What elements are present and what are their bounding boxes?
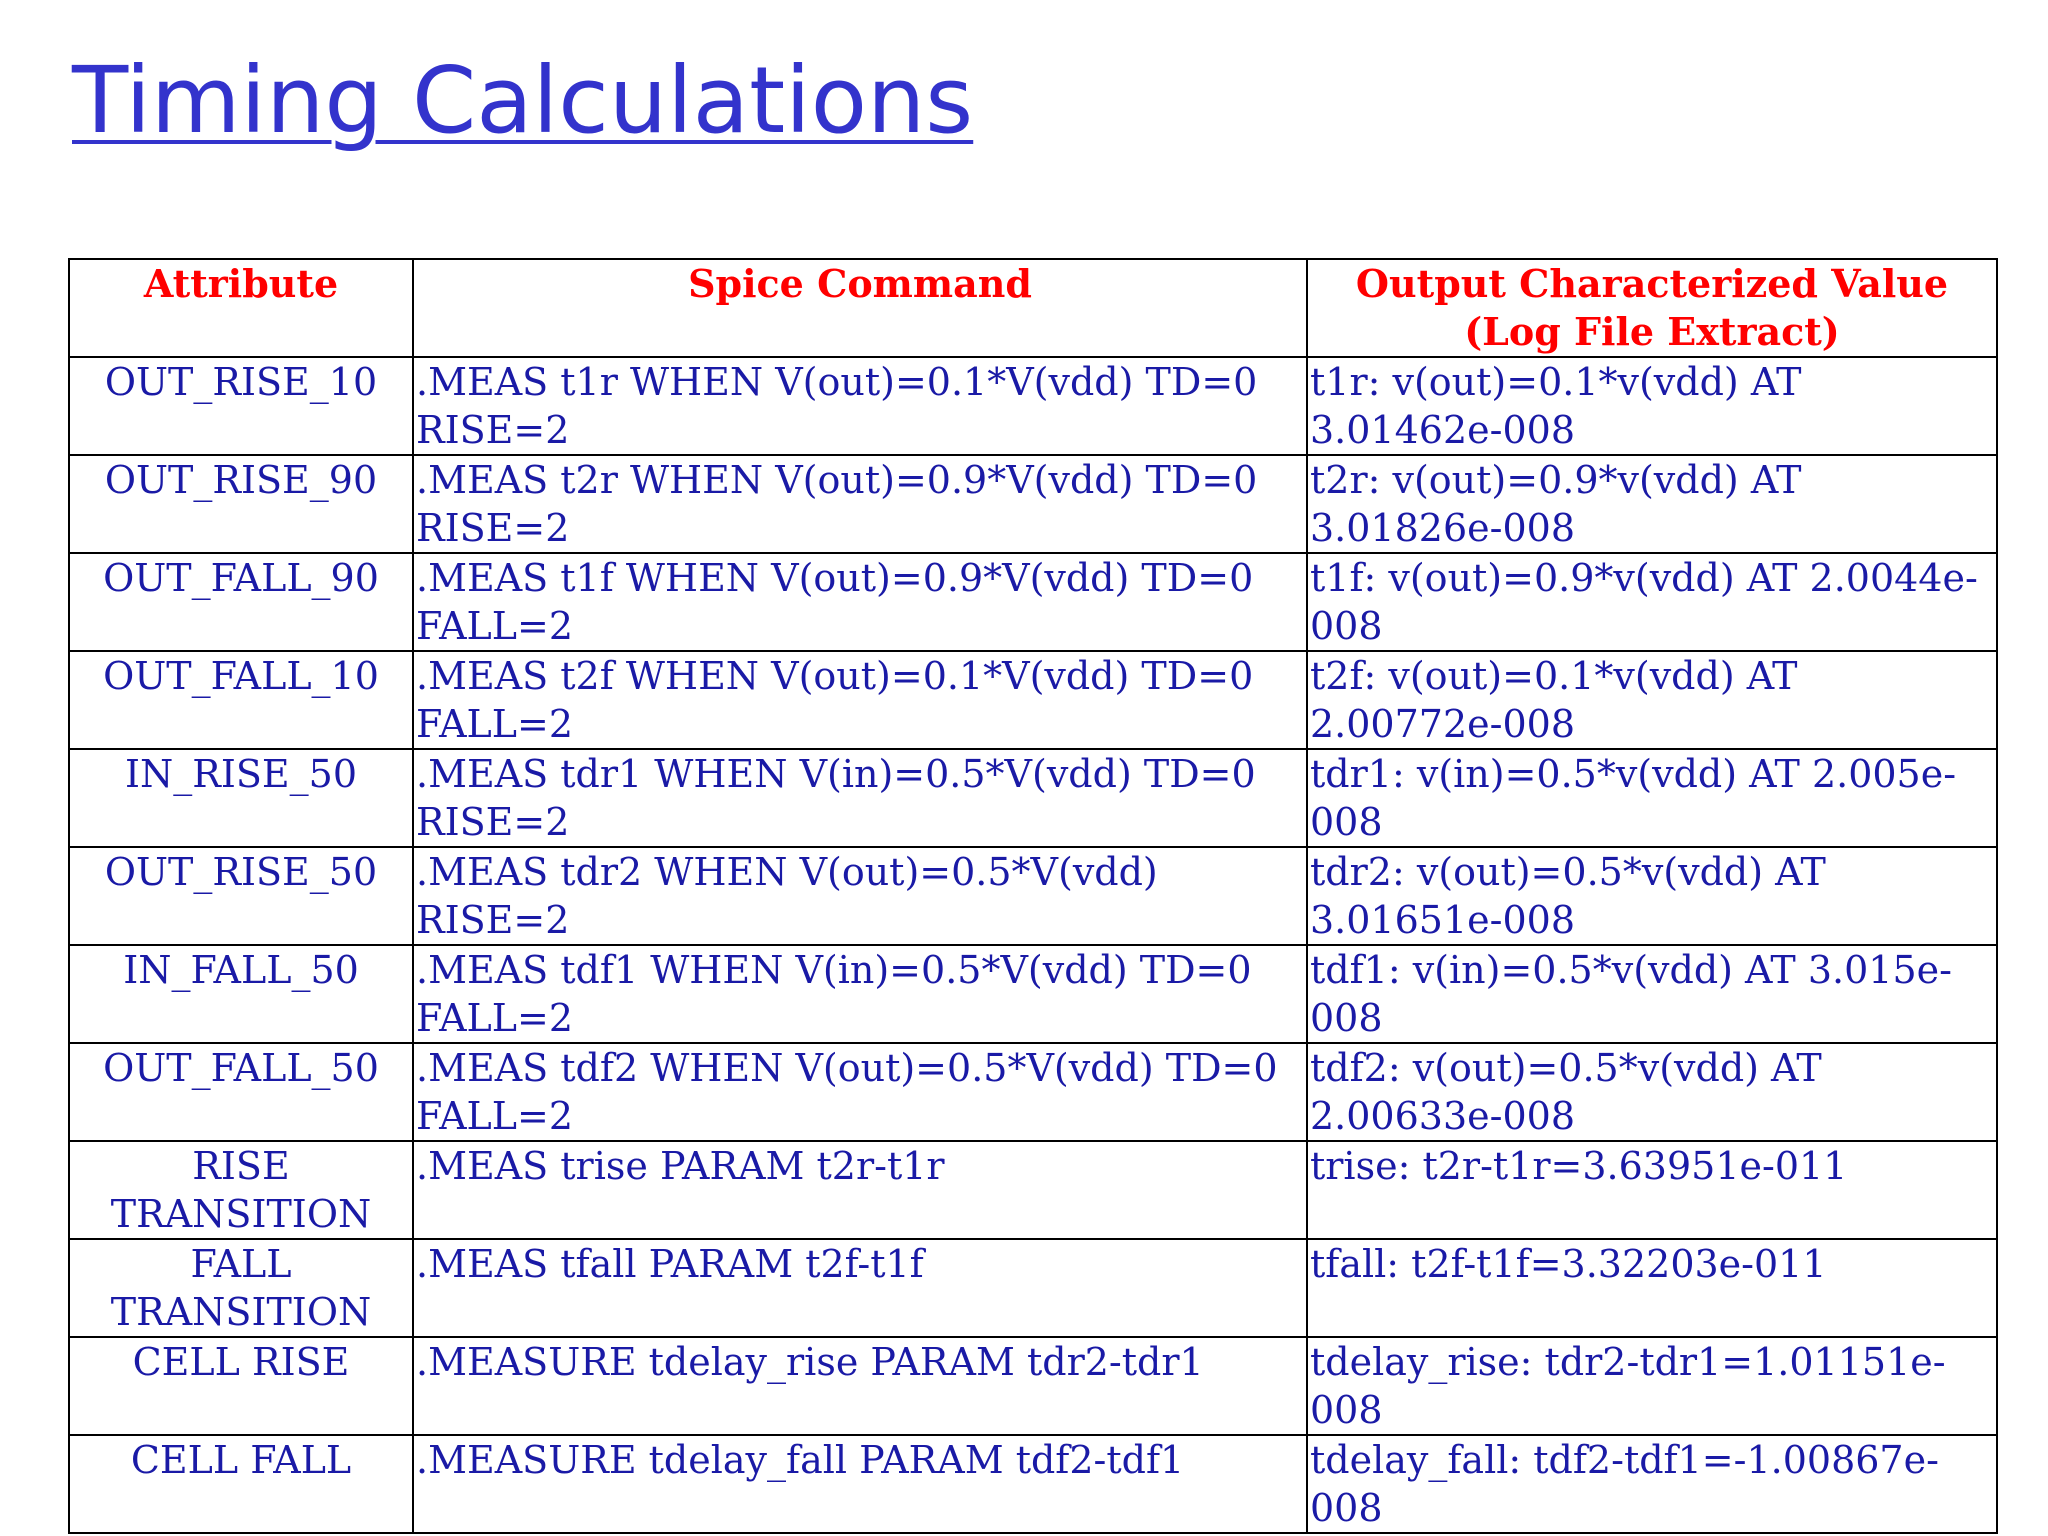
table-row bbox=[69, 1337, 1997, 1435]
table-row bbox=[69, 1043, 1997, 1141]
attribute-cell: OUT_RISE_90 bbox=[69, 455, 413, 553]
command-cell: .MEAS t1f WHEN V(out)=0.9*V(vdd) TD=0 FALL=2 bbox=[413, 553, 1307, 651]
output-cell: t1r: v(out)=0.1*v(vdd) AT 3.01462e-008 bbox=[1307, 357, 1997, 455]
output-cell: tdr2: v(out)=0.5*v(vdd) AT 3.01651e-008 bbox=[1307, 847, 1997, 945]
page-title: Timing Calculations bbox=[72, 47, 974, 154]
attribute-cell: OUT_RISE_10 bbox=[69, 357, 413, 455]
output-cell: tdr1: v(in)=0.5*v(vdd) AT 2.005e-008 bbox=[1307, 749, 1997, 847]
table-row bbox=[69, 1435, 1997, 1533]
command-cell: .MEAS tdr2 WHEN V(out)=0.5*V(vdd) RISE=2 bbox=[413, 847, 1307, 945]
table-row bbox=[69, 1239, 1997, 1337]
table-row bbox=[69, 553, 1997, 651]
command-cell: .MEASURE tdelay_rise PARAM tdr2-tdr1 bbox=[413, 1337, 1307, 1435]
attribute-cell: IN_FALL_50 bbox=[69, 945, 413, 1043]
attribute-cell: CELL RISE bbox=[69, 1337, 413, 1435]
attribute-cell: RISE TRANSITION bbox=[69, 1141, 413, 1239]
attribute-cell: FALL TRANSITION bbox=[69, 1239, 413, 1337]
attribute-cell: CELL FALL bbox=[69, 1435, 413, 1533]
table-row bbox=[69, 455, 1997, 553]
command-cell: .MEAS tfall PARAM t2f-t1f bbox=[413, 1239, 1307, 1337]
attribute-cell: OUT_FALL_50 bbox=[69, 1043, 413, 1141]
attribute-cell: IN_RISE_50 bbox=[69, 749, 413, 847]
output-cell: tdf2: v(out)=0.5*v(vdd) AT 2.00633e-008 bbox=[1307, 1043, 1997, 1141]
output-cell: t2f: v(out)=0.1*v(vdd) AT 2.00772e-008 bbox=[1307, 651, 1997, 749]
header-attribute: Attribute bbox=[69, 259, 413, 357]
attribute-cell: OUT_FALL_10 bbox=[69, 651, 413, 749]
header-output-value: Output Characterized Value (Log File Extract) bbox=[1307, 259, 1997, 357]
command-cell: .MEAS tdr1 WHEN V(in)=0.5*V(vdd) TD=0 RISE=2 bbox=[413, 749, 1307, 847]
table-header-row bbox=[69, 259, 1997, 357]
attribute-cell: OUT_FALL_90 bbox=[69, 553, 413, 651]
command-cell: .MEASURE tdelay_fall PARAM tdf2-tdf1 bbox=[413, 1435, 1307, 1533]
command-cell: .MEAS tdf2 WHEN V(out)=0.5*V(vdd) TD=0 FALL=2 bbox=[413, 1043, 1307, 1141]
output-cell: tdf1: v(in)=0.5*v(vdd) AT 3.015e-008 bbox=[1307, 945, 1997, 1043]
command-cell: .MEAS trise PARAM t2r-t1r bbox=[413, 1141, 1307, 1239]
command-cell: .MEAS t1r WHEN V(out)=0.1*V(vdd) TD=0 RISE=2 bbox=[413, 357, 1307, 455]
output-cell: t2r: v(out)=0.9*v(vdd) AT 3.01826e-008 bbox=[1307, 455, 1997, 553]
output-cell: tdelay_fall: tdf2-tdf1=-1.00867e-008 bbox=[1307, 1435, 1997, 1533]
table-row bbox=[69, 651, 1997, 749]
output-cell: trise: t2r-t1r=3.63951e-011 bbox=[1307, 1141, 1997, 1239]
table-row bbox=[69, 357, 1997, 455]
timing-table bbox=[68, 258, 1998, 1534]
table-row bbox=[69, 749, 1997, 847]
table-row bbox=[69, 847, 1997, 945]
output-cell: t1f: v(out)=0.9*v(vdd) AT 2.0044e-008 bbox=[1307, 553, 1997, 651]
table-row bbox=[69, 1141, 1997, 1239]
command-cell: .MEAS tdf1 WHEN V(in)=0.5*V(vdd) TD=0 FALL=2 bbox=[413, 945, 1307, 1043]
command-cell: .MEAS t2f WHEN V(out)=0.1*V(vdd) TD=0 FALL=2 bbox=[413, 651, 1307, 749]
attribute-cell: OUT_RISE_50 bbox=[69, 847, 413, 945]
output-cell: tdelay_rise: tdr2-tdr1=1.01151e-008 bbox=[1307, 1337, 1997, 1435]
output-cell: tfall: t2f-t1f=3.32203e-011 bbox=[1307, 1239, 1997, 1337]
command-cell: .MEAS t2r WHEN V(out)=0.9*V(vdd) TD=0 RISE=2 bbox=[413, 455, 1307, 553]
table-row bbox=[69, 945, 1997, 1043]
header-spice-command: Spice Command bbox=[413, 259, 1307, 357]
